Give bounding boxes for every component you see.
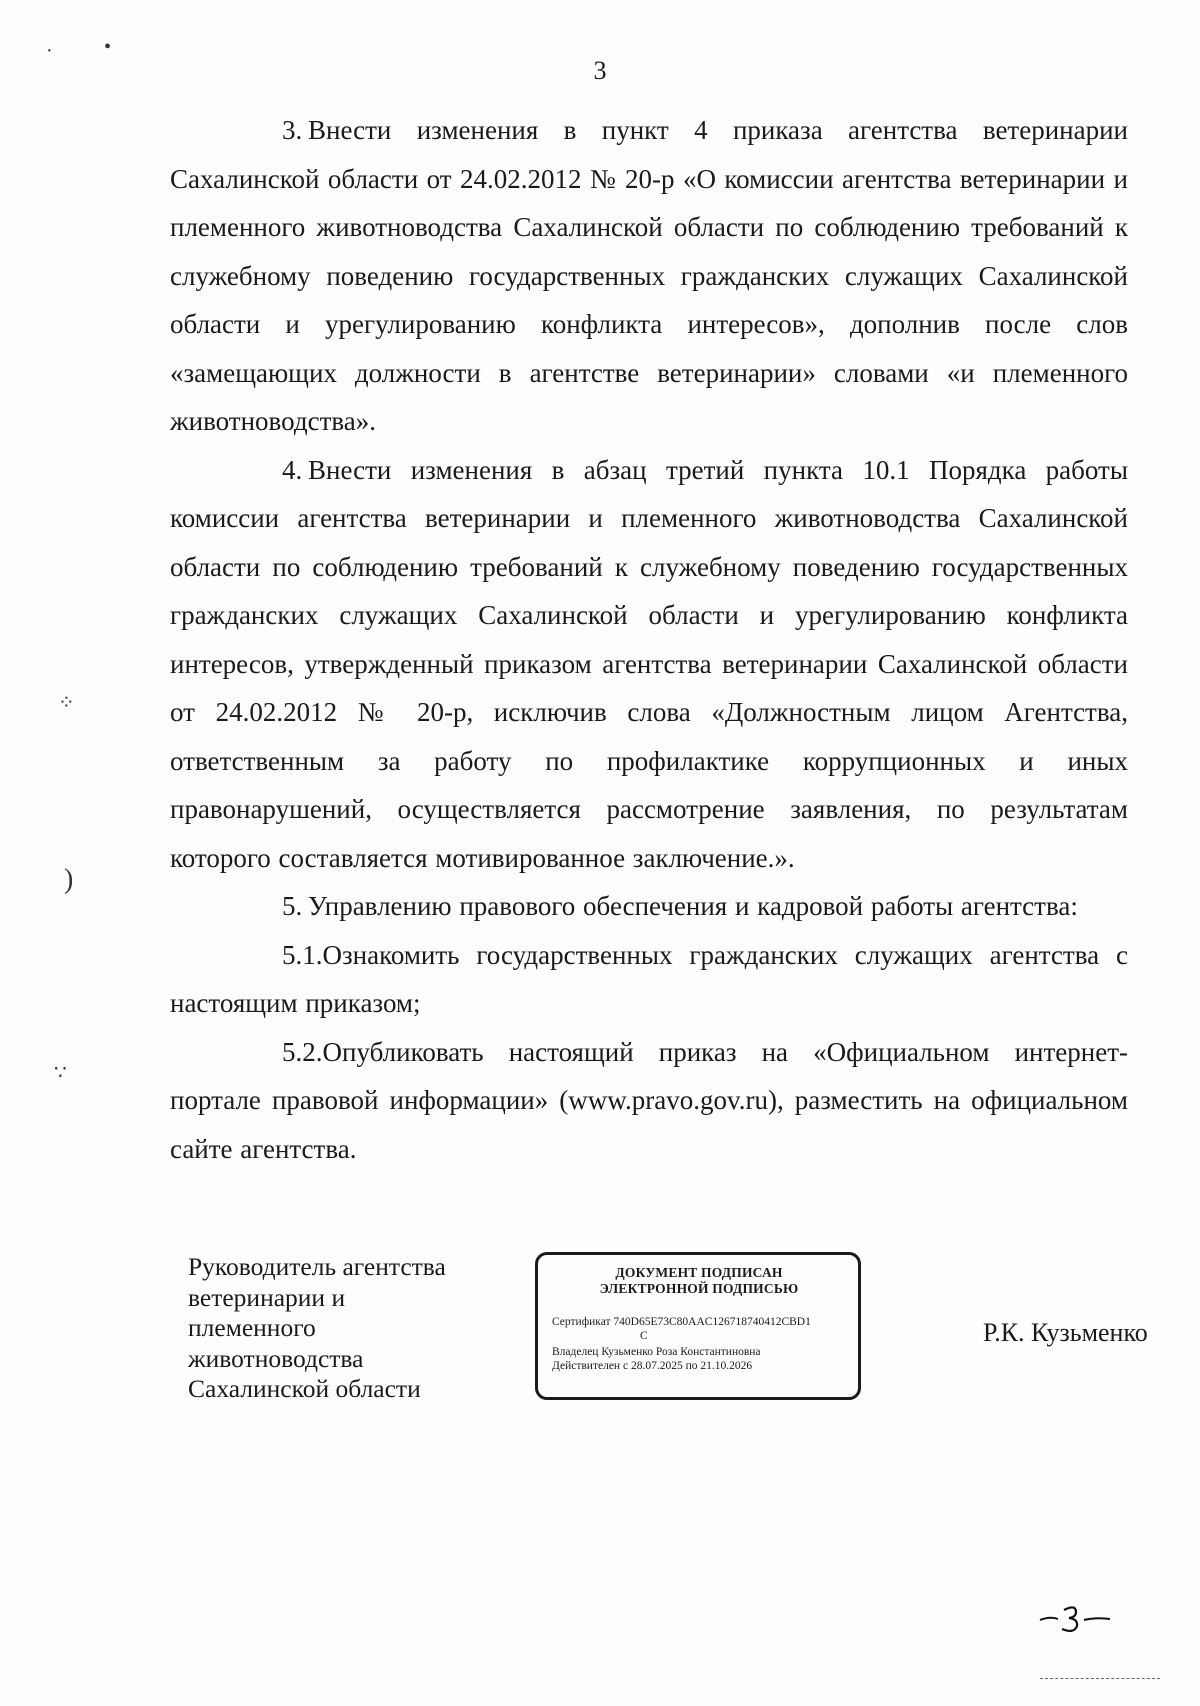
scan-speck-icon: ·	[46, 40, 53, 62]
paragraph-number: 4.	[282, 454, 303, 485]
signer-position-line: Руководитель агентства	[188, 1252, 446, 1281]
handwritten-page-mark-icon	[1036, 1598, 1116, 1638]
signer-position-line: животноводства	[188, 1343, 364, 1373]
paragraph-4	[170, 446, 1128, 883]
stamp-validity: Действителен с 28.07.2025 по 21.10.2026	[552, 1360, 753, 1372]
page-number: 3	[593, 56, 607, 85]
stamp-certificate-continued: C	[640, 1330, 648, 1342]
paragraph-number: 3.	[282, 115, 303, 145]
signer-position-line: племенного	[188, 1313, 316, 1342]
paragraph-text: Ознакомить государственных гражданских служащих агентства с настоящим приказом;	[170, 939, 1128, 1018]
margin-bracket-icon: )	[64, 864, 74, 895]
bottom-divider	[1040, 1678, 1160, 1679]
paragraph-number: 5.1.	[282, 939, 323, 970]
scan-speck-icon: ∵	[54, 1062, 67, 1084]
paragraph-number: 5.	[282, 891, 303, 921]
paragraph-5-2	[170, 1028, 1128, 1174]
paragraph-text: Управлению правового обеспечения и кадровой работы агентства:	[308, 891, 1078, 921]
signature-block	[188, 1252, 1188, 1422]
stamp-owner: Владелец Кузьменко Роза Константиновна	[552, 1346, 761, 1358]
document-body	[170, 106, 1128, 1173]
paragraph-3	[170, 106, 1128, 446]
stamp-title-line: ДОКУМЕНТ ПОДПИСАН	[615, 1265, 783, 1280]
scan-speck-icon: •	[104, 36, 112, 58]
paragraph-5-1	[170, 931, 1128, 1028]
paragraph-number: 5.2.	[282, 1036, 323, 1067]
signer-position	[188, 1252, 478, 1405]
paragraph-text: Внести изменения в пункт 4 приказа агентства ветеринарии Сахалинской области от 24.02.2012 № 20-р «О комиссии агентства ветеринарии и племенного животноводства Сахалинской области по соблюдению требований к служебному поведению государственных гражданских служащих Сахалинской области и урегулированию конфликта интересов», дополнив после слов «замещающих должности в агентстве ветеринарии» словами «и племенного животноводства».	[170, 115, 1128, 436]
signer-name: Р.К. Кузьменко	[983, 1318, 1148, 1347]
paragraph-text: Опубликовать настоящий приказ на «Официальном интернет-портале правовой информации» (www.pravo.gov.ru), разместить на официальном сайте агентства.	[170, 1036, 1128, 1164]
stamp-certificate: Сертификат 740D65E73C80AAC126718740412CBD1	[552, 1316, 811, 1328]
paragraph-5	[170, 882, 1128, 931]
stamp-title-line: ЭЛЕКТРОННОЙ ПОДПИСЬЮ	[599, 1281, 799, 1296]
paragraph-text: Внести изменения в абзац третий пункта 10.1 Порядка работы комиссии агентства ветеринарии и племенного животноводства Сахалинской области по соблюдению требований к служебному поведению государственных гражданских служащих Сахалинской области и урегулированию конфликта интересов, утвержденный приказом агентства ветеринарии Сахалинской области от 24.02.2012 № 20-р, исключив слова «Должностным лицом Агентства, ответственным за работу по профилактике коррупционных и иных правонарушений, осуществляется рассмотрение заявления, по результатам которого составляется мотивированное заключение.».	[170, 454, 1128, 873]
signer-position-line: ветеринарии и	[188, 1282, 346, 1312]
scan-speck-icon: ⁘	[58, 692, 75, 714]
electronic-signature-stamp	[535, 1252, 861, 1400]
signer-position-line: Сахалинской области	[188, 1374, 421, 1403]
